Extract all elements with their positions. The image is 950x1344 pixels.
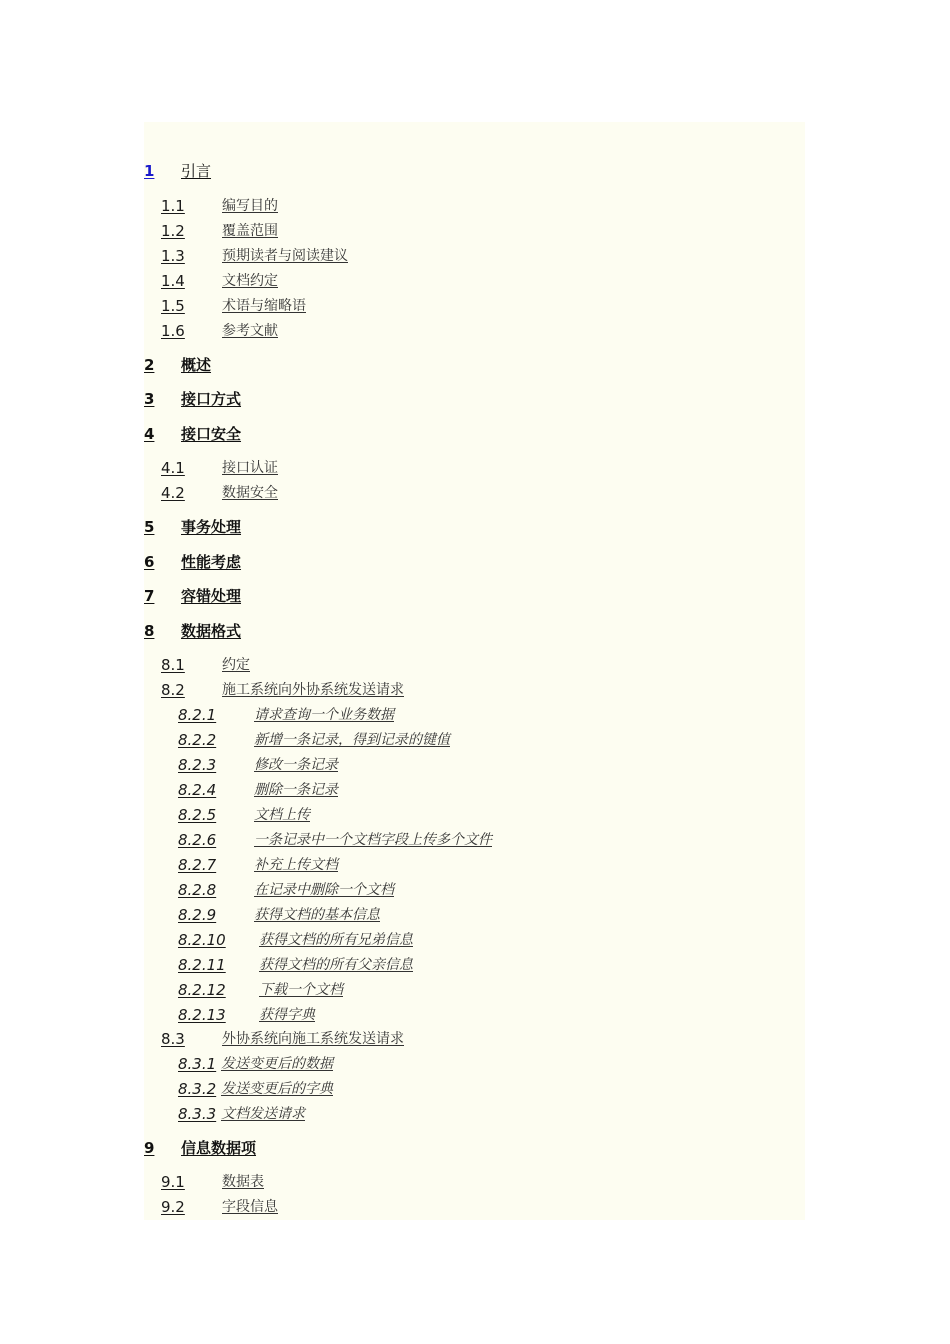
toc-entry[interactable] [144,729,805,751]
toc-entry[interactable] [144,457,805,479]
toc-entry-title[interactable]: 覆盖范围 [222,223,278,239]
toc-entry-number[interactable]: 5 [144,518,155,536]
toc-entry[interactable] [144,295,805,317]
toc-entry-title[interactable]: 修改一条记录 [254,757,338,773]
toc-entry-number[interactable]: 8.1 [161,656,185,674]
toc-entry[interactable] [144,1196,805,1218]
toc-entry-number[interactable]: 8.2.13 [178,1006,226,1024]
toc-entry[interactable] [144,1171,805,1193]
toc-entry-title[interactable]: 接口方式 [181,390,242,408]
toc-entry[interactable] [144,954,805,976]
toc-entry-title[interactable]: 参考文献 [222,323,278,339]
toc-entry[interactable] [144,1103,805,1125]
toc-entry-number[interactable]: 4.2 [161,484,185,502]
toc-entry[interactable] [144,1053,805,1075]
toc-entry[interactable] [144,270,805,292]
toc-entry-number[interactable]: 8.2.3 [178,756,217,774]
toc-entry[interactable] [144,220,805,242]
toc-entry[interactable] [144,929,805,951]
toc-entry-title[interactable]: 预期读者与阅读建议 [222,248,348,264]
toc-entry-title[interactable]: 信息数据项 [181,1139,257,1157]
toc-entry-number[interactable]: 8 [144,622,155,640]
toc-entry-number[interactable]: 8.3.2 [178,1080,217,1098]
toc-entry-number[interactable]: 8.2 [161,681,185,699]
toc-entry-title[interactable]: 字段信息 [222,1199,278,1215]
toc-entry-title[interactable]: 事务处理 [181,518,242,536]
toc-entry-title[interactable]: 一条记录中一个文档字段上传多个文件 [254,832,492,848]
toc-entry-number[interactable]: 6 [144,553,155,571]
toc-entry[interactable] [144,1137,805,1159]
toc-entry-number[interactable]: 2 [144,356,155,374]
toc-entry-number[interactable]: 8.2.12 [178,981,226,999]
toc-entry-title[interactable]: 文档约定 [222,273,278,289]
toc-entry-title[interactable]: 术语与缩略语 [222,298,306,314]
toc-entry-number[interactable]: 1 [144,162,155,180]
toc-entry-number[interactable]: 4 [144,425,155,443]
toc-entry-title[interactable]: 接口认证 [222,460,278,476]
toc-entry-title[interactable]: 编写目的 [222,198,278,214]
toc-entry[interactable] [144,320,805,342]
toc-entry-number[interactable]: 9.2 [161,1198,185,1216]
toc-entry-title[interactable]: 补充上传文档 [254,857,338,873]
toc-entry[interactable] [144,1028,805,1050]
toc-entry-title[interactable]: 删除一条记录 [254,782,338,798]
toc-entry-title[interactable]: 概述 [181,356,212,374]
toc-entry-title[interactable]: 在记录中删除一个文档 [254,882,394,898]
toc-entry-title[interactable]: 约定 [222,657,250,673]
toc-entry-title[interactable]: 下载一个文档 [259,982,343,998]
toc-entry-number[interactable]: 8.2.6 [178,831,217,849]
toc-entry-number[interactable]: 1.1 [161,197,185,215]
toc-entry-number[interactable]: 8.3 [161,1030,185,1048]
toc-entry-number[interactable]: 8.2.10 [178,931,226,949]
toc-entry[interactable] [144,245,805,267]
toc-entry[interactable] [144,804,805,826]
toc-entry[interactable] [144,160,805,182]
toc-entry-number[interactable]: 1.2 [161,222,185,240]
toc-entry-number[interactable]: 8.2.8 [178,881,217,899]
toc-entry-title[interactable]: 获得文档的基本信息 [254,907,380,923]
toc-entry[interactable] [144,354,805,376]
toc-entry-title[interactable]: 文档发送请求 [221,1106,305,1122]
toc-entry[interactable] [144,654,805,676]
toc-entry-number[interactable]: 8.2.2 [178,731,217,749]
toc-entry[interactable] [144,679,805,701]
toc-entry-title[interactable]: 接口安全 [181,425,242,443]
toc-entry[interactable] [144,854,805,876]
toc-entry-number[interactable]: 8.2.4 [178,781,217,799]
toc-entry-number[interactable]: 4.1 [161,459,185,477]
toc-entry-title[interactable]: 施工系统向外协系统发送请求 [222,682,404,698]
toc-entry-title[interactable]: 数据格式 [181,622,242,640]
toc-entry-title[interactable]: 引言 [181,162,212,180]
toc-entry[interactable] [144,1004,805,1026]
toc-entry-title[interactable]: 性能考虑 [181,553,242,571]
toc-entry[interactable] [144,754,805,776]
toc-entry[interactable] [144,904,805,926]
toc-entry-number[interactable]: 1.6 [161,322,185,340]
toc-entry-title[interactable]: 获得文档的所有父亲信息 [259,957,413,973]
toc-entry[interactable] [144,779,805,801]
toc-entry-title[interactable]: 获得字典 [259,1007,315,1023]
toc-entry[interactable] [144,516,805,538]
toc-entry-title[interactable]: 发送变更后的数据 [221,1056,333,1072]
toc-entry-number[interactable]: 9 [144,1139,155,1157]
toc-entry[interactable] [144,482,805,504]
toc-entry-number[interactable]: 9.1 [161,1173,185,1191]
toc-entry-title[interactable]: 获得文档的所有兄弟信息 [259,932,413,948]
toc-entry[interactable] [144,704,805,726]
toc-entry-title[interactable]: 外协系统向施工系统发送请求 [222,1031,404,1047]
toc-entry-title[interactable]: 新增一条记录，得到记录的键值 [254,732,450,748]
toc-entry[interactable] [144,979,805,1001]
toc-entry-title[interactable]: 数据表 [222,1174,264,1190]
table-of-contents [144,122,805,1220]
toc-entry-title[interactable]: 请求查询一个业务数据 [254,707,394,723]
toc-entry-number[interactable]: 1.5 [161,297,185,315]
toc-entry-number[interactable]: 8.2.1 [178,706,217,724]
toc-entry[interactable] [144,551,805,573]
toc-entry-title[interactable]: 文档上传 [254,807,310,823]
toc-entry-number[interactable]: 3 [144,390,155,408]
toc-entry-number[interactable]: 8.3.3 [178,1105,217,1123]
toc-entry[interactable] [144,423,805,445]
toc-entry-number[interactable]: 8.2.11 [178,956,226,974]
toc-entry-number[interactable]: 8.2.9 [178,906,217,924]
toc-entry[interactable] [144,829,805,851]
toc-entry[interactable] [144,620,805,642]
toc-entry-number[interactable]: 8.3.1 [178,1055,217,1073]
toc-entry[interactable] [144,195,805,217]
toc-entry[interactable] [144,1078,805,1100]
toc-entry-title[interactable]: 数据安全 [222,485,278,501]
toc-entry[interactable] [144,879,805,901]
toc-entry-number[interactable]: 8.2.7 [178,856,217,874]
toc-entry[interactable] [144,585,805,607]
toc-entry-number[interactable]: 7 [144,587,155,605]
toc-entry-number[interactable]: 1.4 [161,272,185,290]
toc-entry-title[interactable]: 容错处理 [181,587,242,605]
toc-entry-title[interactable]: 发送变更后的字典 [221,1081,333,1097]
toc-entry-number[interactable]: 8.2.5 [178,806,217,824]
toc-entry-number[interactable]: 1.3 [161,247,185,265]
toc-entry[interactable] [144,388,805,410]
